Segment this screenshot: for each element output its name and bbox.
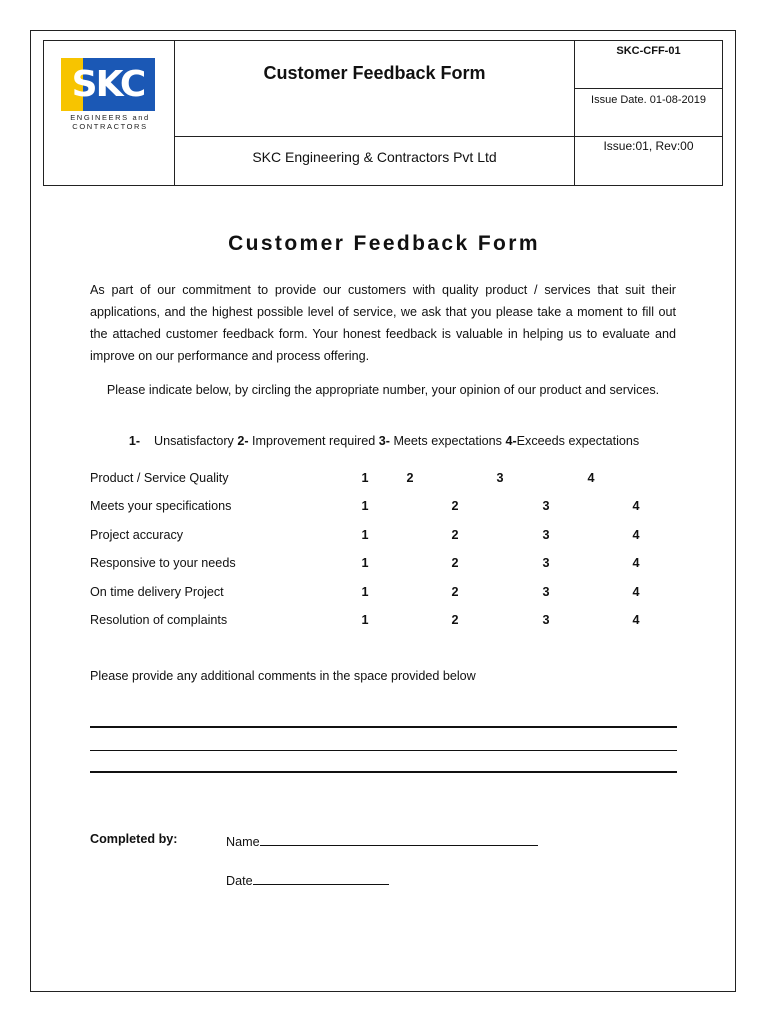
rating-option-4[interactable]: 4: [632, 556, 640, 570]
name-label: Name: [226, 835, 260, 849]
date-label: Date: [226, 874, 253, 888]
scale-label-3: Meets expectations: [393, 434, 502, 448]
logo-cell: [44, 41, 175, 185]
header-form-title: Customer Feedback Form: [263, 63, 486, 83]
rating-option-4[interactable]: 4: [632, 499, 640, 513]
comments-prompt: Please provide any additional comments in the space provided below: [90, 669, 476, 683]
logo-text: SKC: [71, 64, 145, 105]
rating-option-1[interactable]: 1: [361, 471, 369, 485]
rating-option-2[interactable]: 2: [451, 499, 459, 513]
doc-code-cell: [575, 41, 722, 89]
instruction-paragraph: Please indicate below, by circling the appropriate number, your opinion of our product and services.: [106, 383, 660, 397]
rating-option-4[interactable]: 4: [632, 528, 640, 542]
logo-subtitle-line2: CONTRACTORS: [72, 122, 148, 131]
rating-row: [90, 556, 690, 576]
rating-option-2[interactable]: 2: [451, 613, 459, 627]
name-row: [226, 832, 538, 849]
rating-label: Meets your specifications: [90, 499, 232, 513]
rating-option-3[interactable]: 3: [542, 613, 550, 627]
rating-option-2[interactable]: 2: [406, 471, 414, 485]
logo-subtitle: [58, 113, 162, 131]
completed-by-label: Completed by:: [90, 832, 178, 846]
name-field[interactable]: [260, 832, 538, 846]
rating-label: Resolution of complaints: [90, 613, 228, 627]
rating-option-2[interactable]: 2: [451, 585, 459, 599]
rating-row: [90, 613, 690, 633]
rating-option-2[interactable]: 2: [451, 556, 459, 570]
rating-label: Project accuracy: [90, 528, 184, 542]
rating-option-1[interactable]: 1: [361, 556, 369, 570]
rating-option-1[interactable]: 1: [361, 585, 369, 599]
rating-row: [90, 471, 690, 491]
issue-date-cell: [575, 89, 722, 137]
rating-option-3[interactable]: 3: [542, 499, 550, 513]
date-row: [226, 871, 389, 888]
rating-row: [90, 585, 690, 605]
comment-line-3[interactable]: [90, 771, 677, 773]
rating-option-3[interactable]: 3: [542, 585, 550, 599]
rating-row: [90, 499, 690, 519]
company-logo: [61, 58, 155, 111]
rating-label: Product / Service Quality: [90, 471, 229, 485]
issue-rev-cell: [575, 137, 722, 185]
scale-label-2: Improvement required: [252, 434, 376, 448]
rating-option-1[interactable]: 1: [361, 528, 369, 542]
logo-subtitle-line1: ENGINEERS and: [70, 113, 150, 122]
rating-option-4[interactable]: 4: [632, 613, 640, 627]
header-table: [43, 40, 723, 186]
rating-option-1[interactable]: 1: [361, 613, 369, 627]
scale-label-4: Exceeds expectations: [516, 434, 640, 448]
scale-num-4: 4-: [505, 434, 517, 448]
company-name: SKC Engineering & Contractors Pvt Ltd: [252, 149, 497, 165]
issue-rev: Issue:01, Rev:00: [603, 139, 694, 153]
intro-paragraph: As part of our commitment to provide our customers with quality product / services that suit their applications, and the highest possible level of service, we ask that you please take a moment to fill out the attached customer feedback form. Your honest feedback is valuable in helping us to evaluate and improve on our performance and process offering.: [90, 283, 676, 363]
scale-num-3: 3-: [378, 434, 390, 448]
header-title-cell: [175, 41, 575, 137]
rating-label: Responsive to your needs: [90, 556, 236, 570]
rating-option-4[interactable]: 4: [632, 585, 640, 599]
rating-option-3[interactable]: 3: [496, 471, 504, 485]
comment-line-2[interactable]: [90, 750, 677, 751]
rating-option-3[interactable]: 3: [542, 556, 550, 570]
rating-label: On time delivery Project: [90, 585, 224, 599]
rating-row: [90, 528, 690, 548]
rating-option-2[interactable]: 2: [451, 528, 459, 542]
date-field[interactable]: [253, 871, 389, 885]
doc-code: SKC-CFF-01: [616, 45, 681, 57]
rating-option-1[interactable]: 1: [361, 499, 369, 513]
rating-scale-legend: [0, 434, 768, 448]
rating-option-4[interactable]: 4: [587, 471, 595, 485]
scale-num-1: 1-: [128, 434, 141, 448]
scale-num-2: 2-: [237, 434, 249, 448]
header-company-cell: [175, 137, 575, 185]
page-title: Customer Feedback Form: [228, 232, 540, 255]
scale-label-1: Unsatisfactory: [154, 434, 234, 448]
comment-line-1[interactable]: [90, 726, 677, 728]
rating-option-3[interactable]: 3: [542, 528, 550, 542]
issue-date: Issue Date. 01-08-2019: [591, 94, 706, 106]
